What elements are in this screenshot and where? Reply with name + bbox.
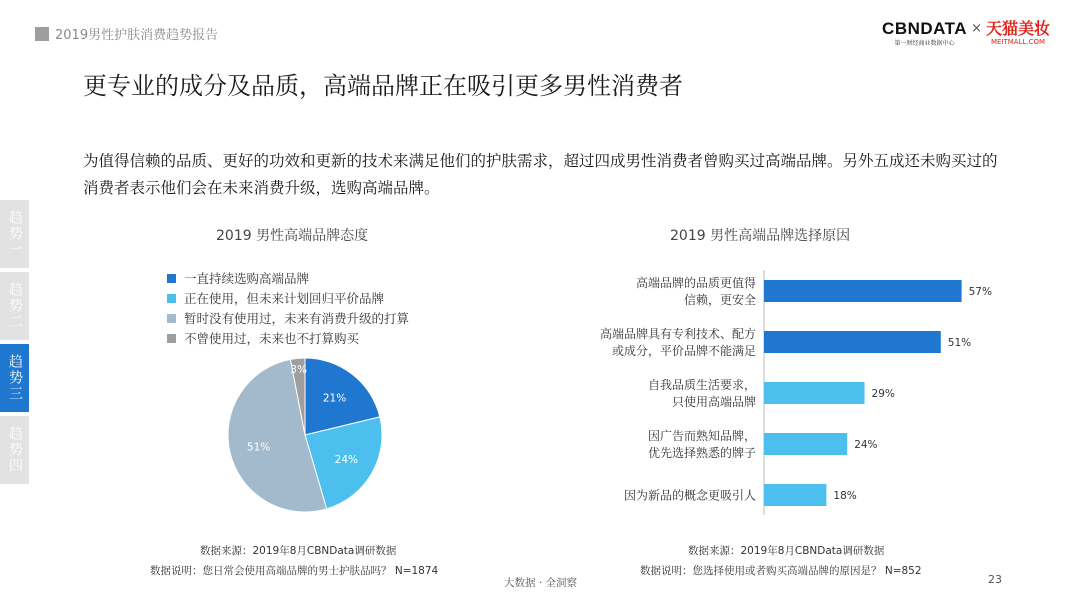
pie-data-label: 51% — [246, 441, 271, 454]
report-title: 2019男性护肤消费趋势报告 — [55, 28, 219, 43]
bar-category-label: 优先选择熟悉的牌子 — [647, 446, 756, 460]
bar — [764, 484, 826, 506]
pie-chart-title: 2019 男性高端品牌态度 — [216, 228, 369, 244]
pie-data-source: 数据来源：2019年8月CBNData调研数据 — [200, 545, 397, 557]
legend-label: 暂时没有使用过，未来有消费升级的打算 — [184, 311, 410, 326]
cbndata-logo-text: CBNDATA — [882, 19, 968, 38]
legend-label: 一直持续选购高端品牌 — [184, 271, 310, 286]
sidebar-tab-label: 趋势四 — [7, 426, 23, 474]
page-headline: 更专业的成分及品质，高端品牌正在吸引更多男性消费者 — [83, 72, 683, 100]
cbndata-logo-subtext: 第一财经商业数据中心 — [894, 40, 955, 47]
bar-value-label: 57% — [968, 286, 992, 298]
pie-data-label: 24% — [334, 453, 359, 466]
tmall-logo-text: 天猫美妆 — [985, 19, 1050, 38]
bar — [764, 331, 941, 353]
bar-data-description: 数据说明：您选择使用或者购买高端品牌的原因是？ N=852 — [640, 565, 922, 577]
pie-data-description: 数据说明：您日常会使用高端品牌的男士护肤品吗？ N=1874 — [150, 565, 439, 577]
intro-paragraph: 为值得信赖的品质、更好的功效和更新的技术来满足他们的护肤需求，超过四成男性消费者曾购买过高端品牌。另外五成还未购买过的消费者表示他们会在未来消费升级，选购高端品牌。 — [83, 152, 998, 197]
bar-value-label: 29% — [871, 388, 895, 400]
pie-data-label: 21% — [322, 392, 347, 405]
bar-value-label: 24% — [854, 439, 878, 451]
bar-data-source: 数据来源：2019年8月CBNData调研数据 — [688, 545, 885, 557]
bar-chart-title: 2019 男性高端品牌选择原因 — [670, 228, 851, 244]
bar — [764, 382, 865, 404]
tmall-logo-subtext: MEITMALL.COM — [990, 38, 1046, 46]
bar-category-label: 或成分，平价品牌不能满足 — [611, 344, 756, 358]
sidebar-tab-label: 趋势一 — [7, 210, 23, 258]
sidebar-tab-label: 趋势二 — [7, 282, 23, 330]
bar-category-label: 高端品牌具有专利技术、配方 — [599, 327, 756, 341]
footer-slogan: 大数据 · 全洞察 — [504, 577, 578, 589]
sidebar-tab-label: 趋势三 — [7, 354, 23, 402]
legend-label: 正在使用，但未来计划回归平价品牌 — [184, 291, 385, 306]
pie-data-label: 3% — [290, 364, 308, 377]
bar — [764, 433, 847, 455]
bar-category-label: 信赖，更安全 — [683, 293, 756, 307]
bar — [764, 280, 962, 302]
bar-category-label: 因广告而熟知品牌， — [647, 429, 756, 443]
bar-category-label: 高端品牌的品质更值得 — [635, 276, 756, 290]
bar-value-label: 18% — [833, 490, 857, 502]
bar-value-label: 51% — [947, 337, 972, 349]
bar-category-label: 因为新品的概念更吸引人 — [623, 488, 756, 503]
legend-label: 不曾使用过，未来也不打算购买 — [184, 331, 360, 346]
page-number: 23 — [988, 573, 1002, 586]
logo-times-sign: × — [971, 21, 982, 36]
bar-category-label: 只使用高端品牌 — [671, 395, 756, 409]
bar-category-label: 自我品质生活要求， — [647, 378, 756, 392]
